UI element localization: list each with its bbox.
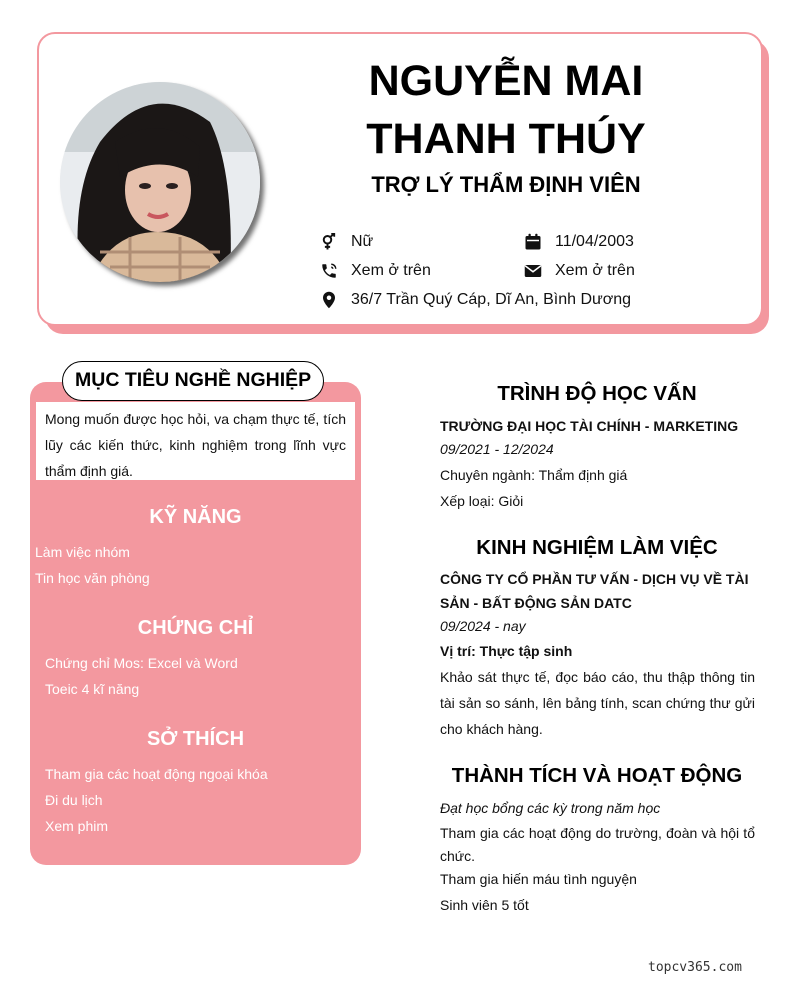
experience-title: KINH NGHIỆM LÀM VIỆC (476, 536, 718, 559)
education-major: Chuyên ngành: Thẩm định giá (440, 467, 628, 483)
education-title: TRÌNH ĐỘ HỌC VẤN (497, 382, 697, 405)
hobby-item: Xem phim (45, 818, 109, 834)
objective-title: MỤC TIÊU NGHỀ NGHIỆP (62, 361, 324, 401)
name-line-1: NGUYỄN MAI (368, 57, 644, 105)
achievement-award: Đạt học bổng các kỳ trong năm học (440, 800, 661, 816)
address-info (319, 290, 631, 310)
objective-box (36, 402, 355, 480)
full-name (319, 52, 693, 168)
gender-info (319, 232, 373, 252)
certificates-title: CHỨNG CHỈ (137, 617, 254, 639)
map-pin-icon (319, 290, 339, 310)
email-value: Xem ở trên (555, 262, 635, 279)
achievement-item: Tham gia các hoạt động do trường, đoàn và hội tổ chức. (440, 825, 755, 864)
gender-icon (319, 232, 339, 252)
skill-item: Tin học văn phòng (35, 570, 150, 586)
experience-period: 09/2024 - nay (440, 618, 526, 634)
achievement-item: Sinh viên 5 tốt (440, 897, 529, 913)
job-title: TRỢ LÝ THẨM ĐỊNH VIÊN (371, 172, 641, 197)
phone-value: Xem ở trên (351, 262, 431, 279)
birthday-info (523, 232, 634, 252)
avatar-photo (60, 82, 260, 282)
objective-text: Mong muốn được học hỏi, va chạm thực tế, tích lũy các kiến thức, kinh nghiệm trong lĩnh vực thẩm định giá. (45, 411, 346, 479)
experience-company-line-1: CÔNG TY CỔ PHẦN TƯ VẤN - DỊCH VỤ VỀ TÀI (440, 571, 749, 587)
achievements-title: THÀNH TÍCH VÀ HOẠT ĐỘNG (451, 764, 743, 787)
skill-item: Làm việc nhóm (35, 544, 130, 560)
header-card (37, 32, 763, 326)
gender-value: Nữ (351, 233, 374, 250)
phone-icon (319, 261, 339, 281)
email-info (523, 261, 635, 281)
hobby-item: Đi du lịch (45, 792, 103, 808)
birthday-value: 11/04/2003 (555, 233, 634, 250)
phone-info (319, 261, 431, 281)
skills-title: KỸ NĂNG (149, 506, 242, 528)
certificate-item: Chứng chỉ Mos: Excel và Word (45, 655, 238, 671)
experience-description: Khảo sát thực tế, đọc báo cáo, thu thập thông tin tài sản so sánh, lên bảng tính, scan chứng thư gửi cho khách hàng. (440, 669, 755, 737)
hobby-item: Tham gia các hoạt động ngoại khóa (45, 766, 268, 782)
calendar-icon (523, 232, 543, 252)
envelope-icon (523, 261, 543, 281)
left-panel (30, 369, 361, 865)
footer-watermark: topcv365.com (648, 960, 742, 975)
address-value: 36/7 Trần Quý Cáp, Dĩ An, Bình Dương (351, 291, 632, 308)
name-line-2: THANH THÚY (366, 115, 646, 163)
education-period: 09/2021 - 12/2024 (440, 441, 554, 457)
avatar (60, 82, 260, 282)
education-school: TRƯỜNG ĐẠI HỌC TÀI CHÍNH - MARKETING (440, 418, 739, 434)
experience-position: Vị trí: Thực tập sinh (440, 643, 573, 659)
education-rank: Xếp loại: Giỏi (440, 493, 524, 509)
experience-company-line-2: SẢN - BẤT ĐỘNG SẢN DATC (440, 595, 632, 611)
achievement-item: Tham gia hiến máu tình nguyện (440, 871, 637, 887)
hobbies-title: SỞ THÍCH (146, 728, 245, 750)
certificate-item: Toeic 4 kĩ năng (45, 681, 140, 697)
